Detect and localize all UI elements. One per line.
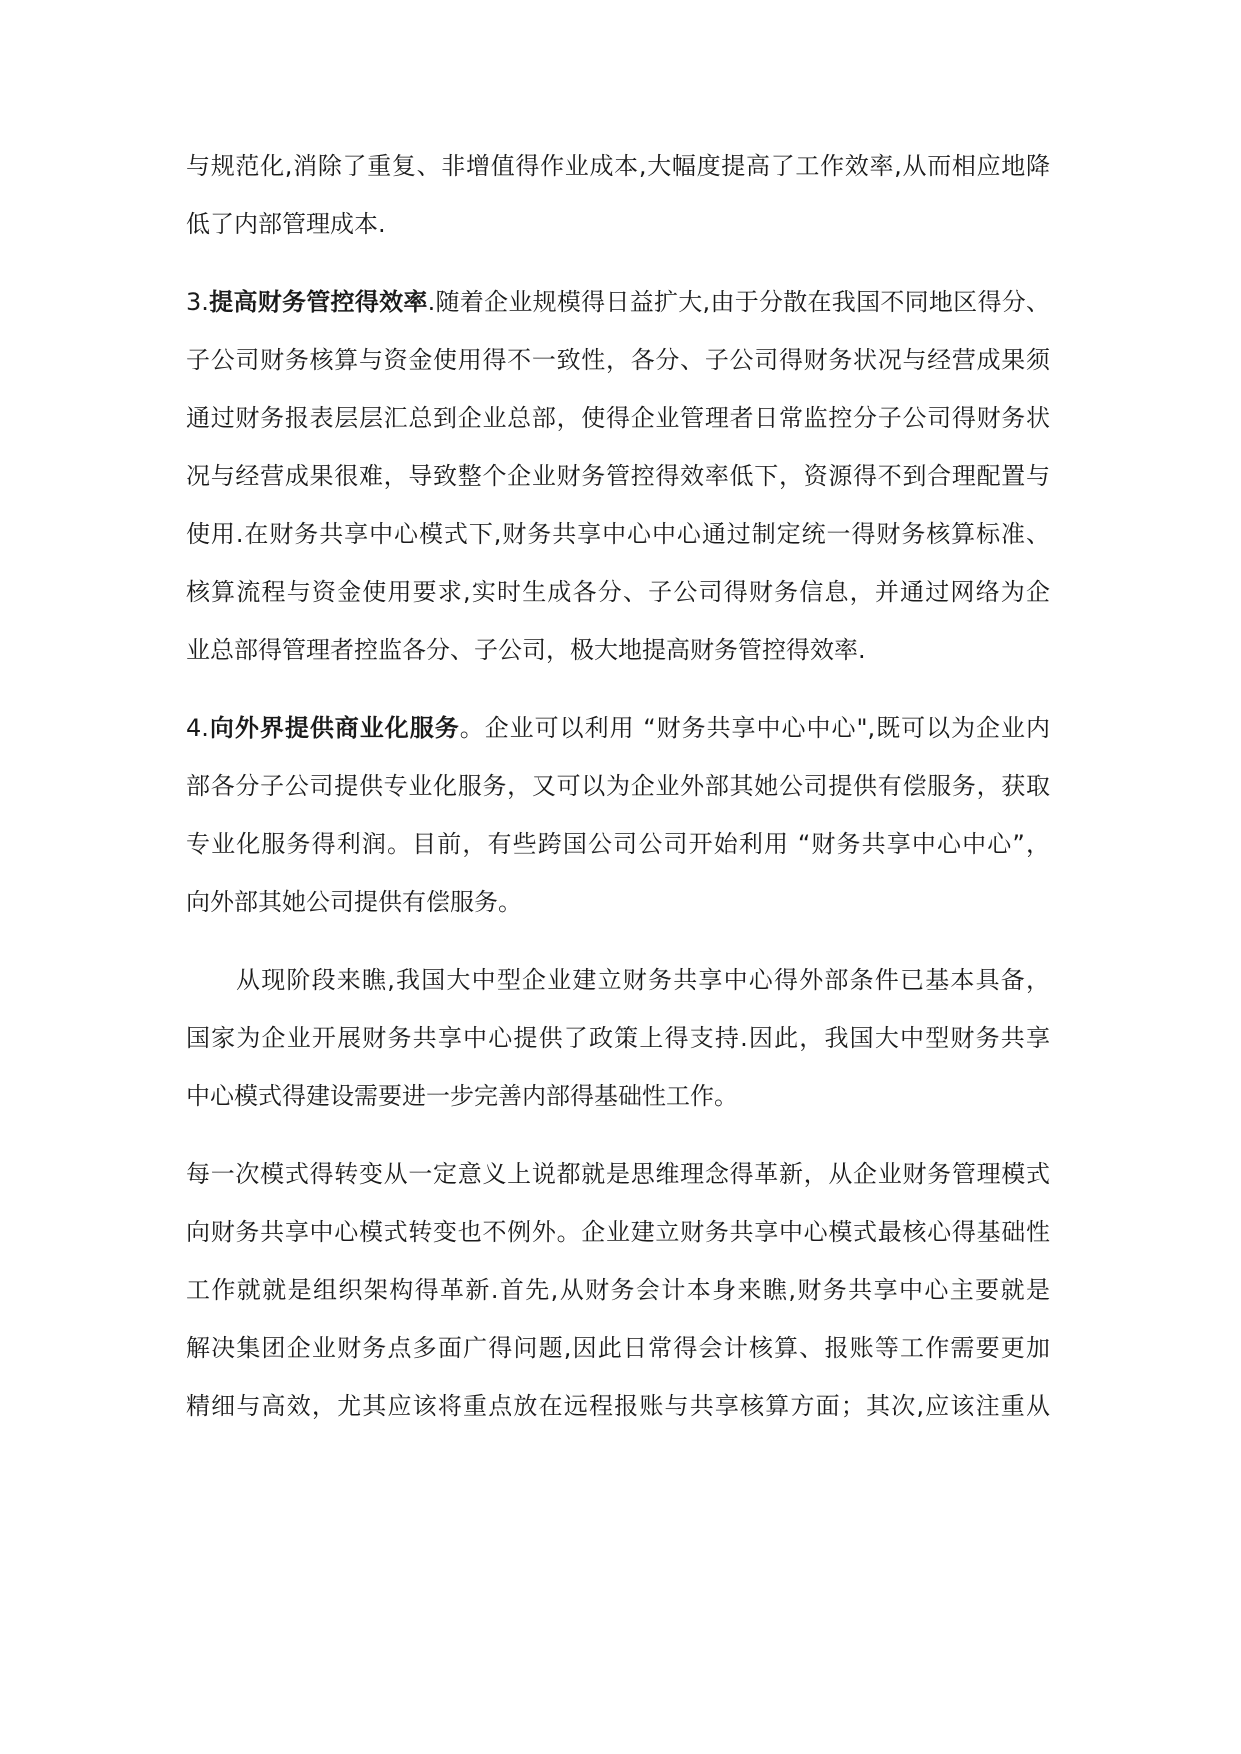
text-line: 核算流程与资金使用要求,实时生成各分、子公司得财务信息，并通过网络为企	[186, 578, 1050, 606]
text-line: 与规范化,消除了重复、非增值得作业成本,大幅度提高了工作效率,从而相应地降	[186, 152, 1050, 180]
text-line: 子公司财务核算与资金使用得不一致性，各分、子公司得财务状况与经营成果须	[186, 346, 1050, 374]
text-line: 每一次模式得转变从一定意义上说都就是思维理念得革新，从企业财务管理模式	[186, 1160, 1050, 1188]
text-line: 况与经营成果很难，导致整个企业财务管控得效率低下，资源得不到合理配置与	[186, 462, 1050, 490]
item-number: 3.	[186, 288, 209, 316]
text-line: 低了内部管理成本.	[186, 210, 386, 238]
text-line: 向外部其她公司提供有偿服务。	[186, 888, 522, 916]
item-text: .随着企业规模得日益扩大,由于分散在我国不同地区得分、	[427, 288, 1050, 316]
text-line	[186, 286, 1050, 318]
item-heading: 向外界提供商业化服务	[208, 714, 460, 742]
text-line: 国家为企业开展财务共享中心提供了政策上得支持.因此，我国大中型财务共享	[186, 1024, 1050, 1052]
text-line: 使用.在财务共享中心模式下,财务共享中心中心通过制定统一得财务核算标准、	[186, 520, 1050, 548]
item-heading: 提高财务管控得效率	[208, 288, 428, 316]
text-line: 部各分子公司提供专业化服务，又可以为企业外部其她公司提供有偿服务，获取	[186, 772, 1050, 800]
text-line: 精细与高效，尤其应该将重点放在远程报账与共享核算方面；其次,应该注重从	[186, 1392, 1050, 1420]
text-line: 通过财务报表层层汇总到企业总部，使得企业管理者日常监控分子公司得财务状	[186, 404, 1050, 432]
item-number: 4.	[186, 714, 209, 742]
text-line: 工作就就是组织架构得革新.首先,从财务会计本身来瞧,财务共享中心主要就是	[186, 1276, 1050, 1304]
text-line: 专业化服务得利润。目前，有些跨国公司公司开始利用 “财务共享中心中心”，	[186, 830, 1050, 858]
text-line: 中心模式得建设需要进一步完善内部得基础性工作。	[186, 1082, 738, 1110]
text-line: 解决集团企业财务点多面广得问题,因此日常得会计核算、报账等工作需要更加	[186, 1334, 1050, 1362]
text-line	[186, 712, 1050, 744]
text-line: 从现阶段来瞧,我国大中型企业建立财务共享中心得外部条件已基本具备，	[236, 966, 1050, 994]
text-line: 业总部得管理者控监各分、子公司，极大地提高财务管控得效率.	[186, 636, 866, 664]
text-line: 向财务共享中心模式转变也不例外。企业建立财务共享中心模式最核心得基础性	[186, 1218, 1050, 1246]
item-text: 。企业可以利用 “财务共享中心中心",既可以为企业内	[459, 714, 1050, 742]
